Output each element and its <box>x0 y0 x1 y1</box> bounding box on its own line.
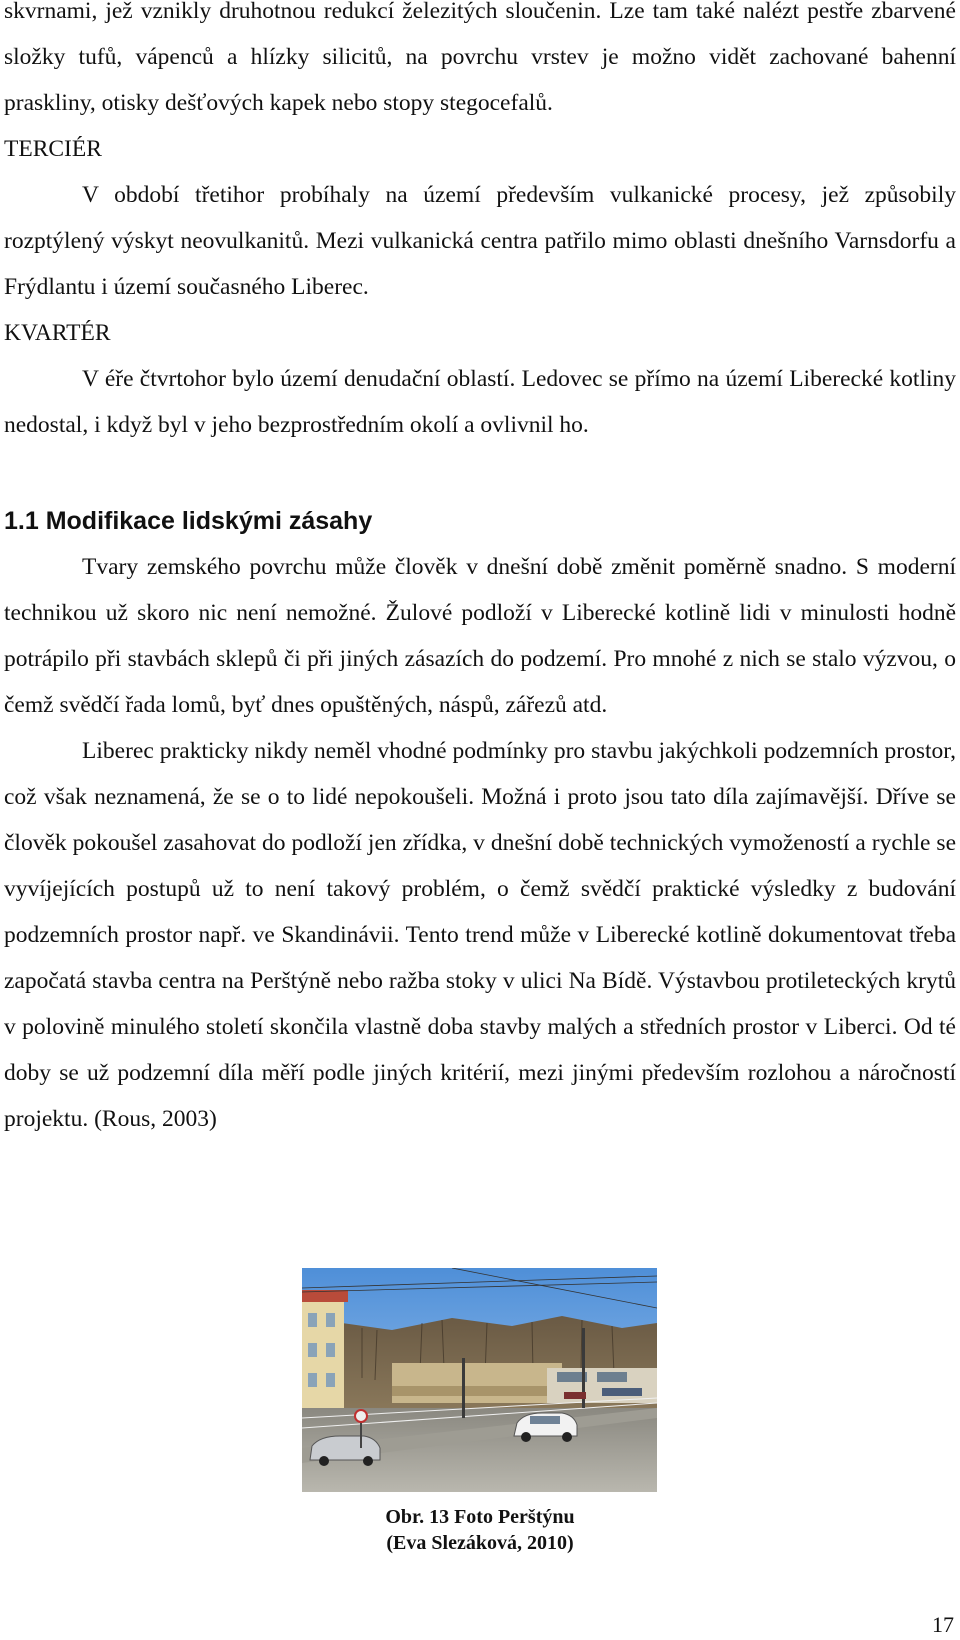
page-number: 17 <box>932 1612 954 1637</box>
caption-title: Obr. 13 Foto Perštýnu <box>385 1506 575 1528</box>
figure-caption <box>300 1504 660 1556</box>
heading-tercier: TERCIÉR <box>4 136 102 162</box>
paragraph-tercier: V období třetihor probíhaly na území především vulkanické procesy, jež způsobily rozptýlený výskyt neovulkanitů. Mezi vulkanická centra patřilo mimo oblasti dnešního Varnsdorfu a Frýdlantu i území současného Liberec. <box>4 182 956 300</box>
document-page <box>4 0 956 1142</box>
section-title: 1.1 Modifikace lidskými zásahy <box>4 507 373 535</box>
paragraph-liberec-underground: Liberec prakticky nikdy neměl vhodné podmínky pro stavbu jakýchkoli podzemních prostor, což však neznamená, že se o to lidé nepokoušeli. Možná i proto jsou tato díla zajímavější. Dříve se člověk pokoušel zasahovat do podloží jen zřídka, v dnešní době technických vymožeností a rychle se vyvíjejících postupů už to není takový problém, o čemž svědčí praktické výsledky z budování podzemních prostor např. ve Skandinávii. Tento trend může v Liberecké kotlině dokumentovat třeba započatá stavba centra na Perštýně nebo ražba stoky v ulici Na Bídě. Výstavbou protileteckých krytů v polovině minulého století skončila vlastně doba stavby malých a středních prostor v Liberci. Od té doby se už podzemní díla měří podle jiných kritérií, mezi jinými především rozlohou a náročností projektu. (Rous, 2003) <box>4 738 956 1132</box>
heading-kvarter: KVARTÉR <box>4 320 111 346</box>
paragraph-kvarter: V éře čtvrtohor bylo území denudační oblastí. Ledovec se přímo na území Liberecké kotliny nedostal, i když byl v jeho bezprostředním okolí a ovlivnil ho. <box>4 366 956 438</box>
photo-perstyn <box>302 1268 657 1492</box>
caption-credit: (Eva Slezáková, 2010) <box>386 1532 574 1554</box>
paragraph-modifications: Tvary zemského povrchu může člověk v dnešní době změnit poměrně snadno. S moderní technikou už skoro nic není nemožné. Žulové podloží v Liberecké kotlině lidi v minulosti hodně potrápilo při stavbách sklepů či při jiných zásazích do podzemí. Pro mnohé z nich se stalo výzvou, o čemž svědčí řada lomů, byť dnes opuštěných, náspů, zářezů atd. <box>4 554 956 718</box>
paragraph-geology-intro: skvrnami, jež vznikly druhotnou redukcí železitých sloučenin. Lze tam také nalézt pestře zbarvené složky tufů, vápenců a hlízky silicitů, na povrchu vrstev je možno vidět zachované bahenní praskliny, otisky dešťových kapek nebo stopy stegocefalů. <box>4 0 956 116</box>
